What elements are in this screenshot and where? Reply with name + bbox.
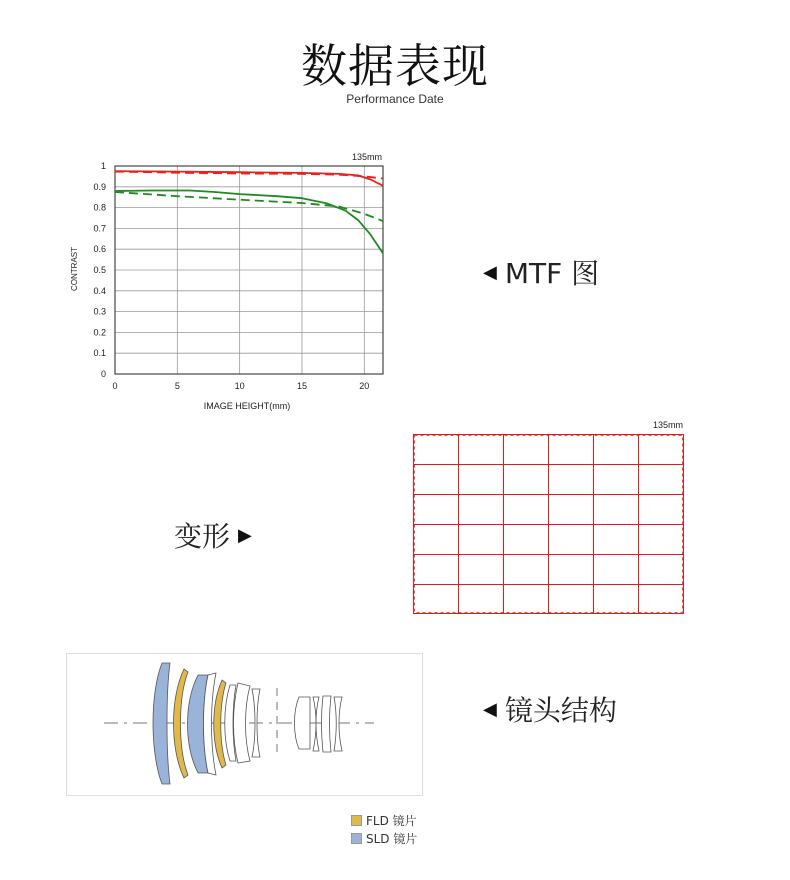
- distortion-label: [174, 515, 252, 555]
- arrow-left-icon: ◀: [483, 698, 497, 720]
- y-tick-label: 0.6: [93, 244, 106, 255]
- arrow-right-icon: ▶: [238, 524, 252, 546]
- y-tick-label: 1: [100, 161, 106, 171]
- x-tick-label: 0: [112, 381, 118, 391]
- lens-construction-label: [483, 689, 617, 729]
- mtf-series-line-3: [115, 192, 383, 221]
- lens-construction-label-text: 镜头结构: [504, 694, 617, 727]
- mtf-x-axis-label: IMAGE HEIGHT(mm): [203, 401, 291, 411]
- legend-fld-label: FLD 镜片: [366, 814, 417, 828]
- x-tick-label: 10: [234, 381, 245, 391]
- y-tick-label: 0.9: [93, 181, 106, 192]
- x-tick-label: 20: [359, 381, 370, 391]
- arrow-left-icon: ◀: [483, 261, 497, 283]
- sld-swatch: [351, 833, 362, 844]
- legend-sld: [351, 830, 417, 847]
- y-tick-label: 0.7: [93, 223, 106, 234]
- mtf-chart: [60, 145, 400, 420]
- distortion-focal-label: 135mm: [652, 420, 683, 430]
- page-subtitle: Performance Date: [346, 92, 444, 106]
- x-tick-label: 15: [296, 381, 307, 391]
- page-title: 数据表现: [301, 39, 489, 93]
- y-tick-label: 0.5: [93, 265, 106, 275]
- y-tick-label: 0: [100, 369, 106, 379]
- fld-swatch: [351, 815, 362, 826]
- y-tick-label: 0.4: [93, 285, 106, 296]
- x-tick-label: 5: [174, 381, 180, 391]
- mtf-label-text: MTF 图: [504, 257, 600, 290]
- mtf-y-axis-label: CONTRAST: [70, 247, 79, 291]
- mtf-label: [483, 252, 599, 292]
- legend-sld-label: SLD 镜片: [366, 832, 418, 846]
- mtf-focal-label: 135mm: [351, 152, 382, 162]
- legend-fld: [351, 812, 417, 829]
- y-tick-label: 0.3: [93, 306, 106, 317]
- distortion-grid: [405, 414, 695, 619]
- y-tick-label: 0.8: [93, 202, 106, 213]
- distortion-label-text: 变形: [174, 520, 231, 553]
- y-tick-label: 0.2: [93, 327, 106, 338]
- y-tick-label: 0.1: [93, 348, 106, 359]
- lens-construction-diagram: [66, 653, 423, 796]
